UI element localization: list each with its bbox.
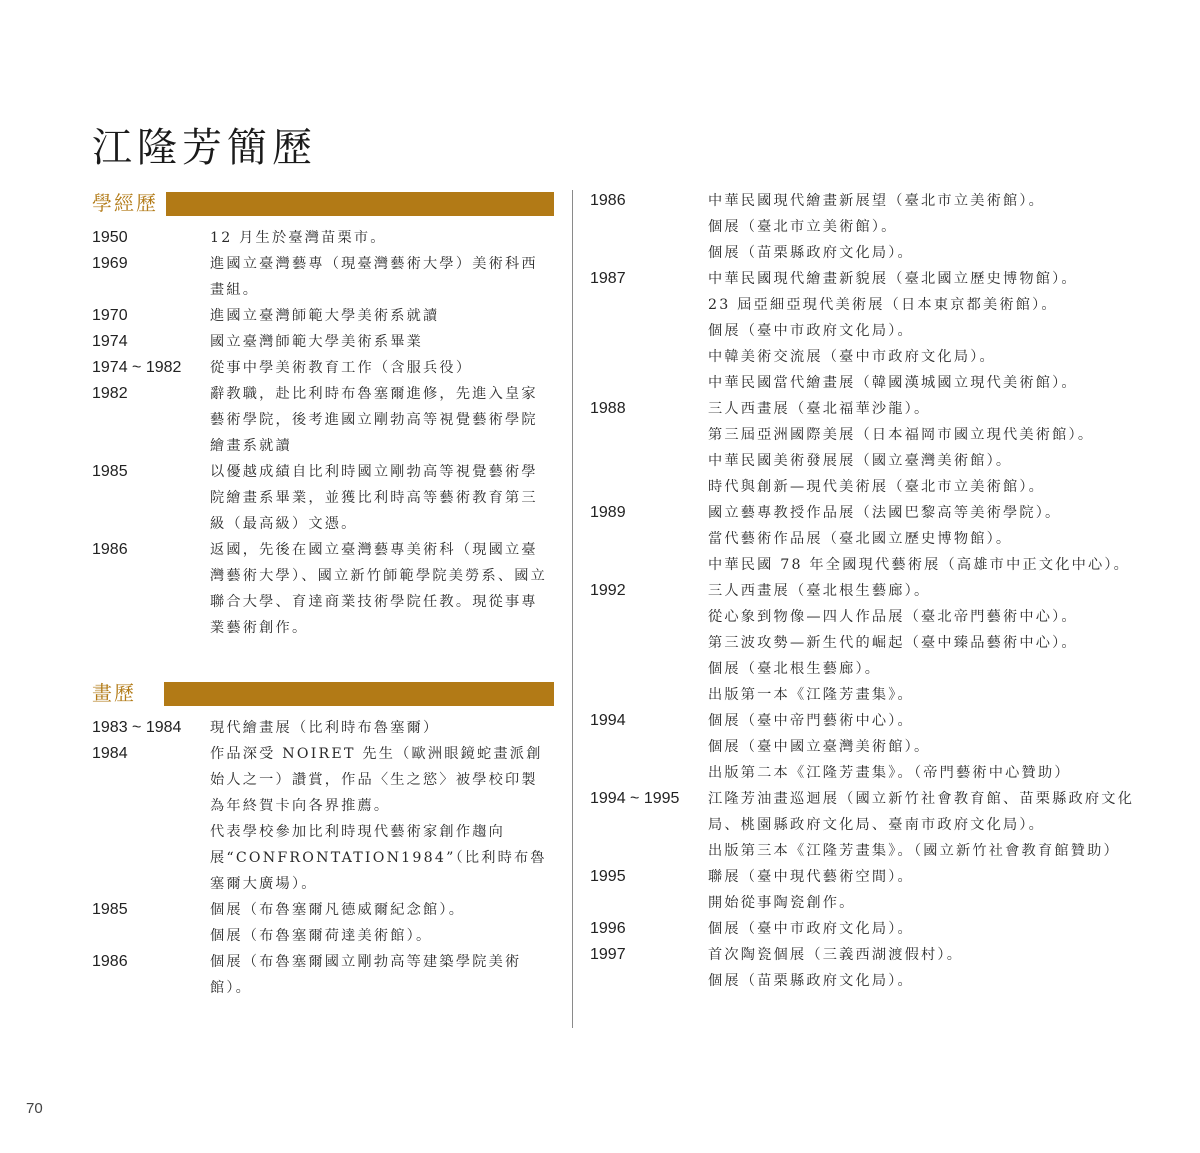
list-item (590, 864, 1158, 890)
list-item (92, 251, 554, 303)
entry-year (590, 370, 708, 396)
entry-year (92, 819, 210, 897)
entry-text: 出版第二本《江隆芳畫集》。（帝門藝術中心贊助） (708, 765, 1071, 781)
entry-text: 從心象到物像—四人作品展（臺北帝門藝術中心）。 (708, 609, 1078, 625)
entry-year (590, 214, 708, 240)
list-item (590, 292, 1158, 318)
entry-text: 中韓美術交流展（臺中市政府文化局）。 (708, 349, 996, 365)
painting-section-header (92, 682, 554, 706)
list-item (590, 604, 1158, 630)
list-item (590, 578, 1158, 604)
entry-year (590, 474, 708, 500)
entry-year: 1974 (92, 333, 128, 350)
list-item (92, 741, 554, 819)
entry-text: 個展（臺中市政府文化局）。 (708, 323, 914, 339)
entry-year: 1974 ~ 1982 (92, 359, 182, 376)
painting-section-label: 畫歷 (92, 681, 136, 705)
list-item (590, 760, 1158, 786)
entry-year: 1996 (590, 920, 626, 937)
entry-text: 個展（布魯塞爾國立剛勃高等建築學院美術館）。 (210, 954, 522, 996)
list-item (590, 968, 1158, 994)
entry-text: 國立臺灣師範大學美術系畢業 (210, 334, 424, 350)
entry-text: 出版第三本《江隆芳畫集》。（國立新竹社會教育館贊助） (708, 843, 1120, 859)
education-section-label: 學經歷 (92, 191, 158, 215)
entry-year: 1995 (590, 868, 626, 885)
entry-year (590, 838, 708, 864)
entry-text: 進國立臺灣師範大學美術系就讀 (210, 308, 440, 324)
list-item (590, 370, 1158, 396)
list-item (92, 537, 554, 641)
entry-text: 代表學校參加比利時現代藝術家創作趨向展“CONFRONTATION1984”（比利時布魯塞爾大廣場）。 (210, 824, 547, 892)
entry-text: 中華民國現代繪畫新展望（臺北市立美術館）。 (708, 193, 1046, 209)
list-item (590, 500, 1158, 526)
entry-text: 個展（苗栗縣政府文化局）。 (708, 245, 914, 261)
list-item (590, 656, 1158, 682)
entry-text: 時代與創新—現代美術展（臺北市立美術館）。 (708, 479, 1046, 495)
entry-text: 個展（苗栗縣政府文化局）。 (708, 973, 914, 989)
entry-year (590, 344, 708, 370)
entry-text: 從事中學美術教育工作（含服兵役） (210, 360, 473, 376)
entry-year: 1994 ~ 1995 (590, 790, 680, 807)
entry-year (590, 760, 708, 786)
page-number: 70 (26, 1100, 43, 1117)
entry-year: 1992 (590, 582, 626, 599)
entry-text: 返國，先後在國立臺灣藝專美術科（現國立臺灣藝術大學）、國立新竹師範學院美勞系、國立聯合大學、育達商業技術學院任教。現從事專業藝術創作。 (210, 542, 548, 636)
entry-text: 中華民國 78 年全國現代藝術展（高雄市中正文化中心）。 (708, 557, 1131, 573)
list-item (590, 630, 1158, 656)
entry-text: 中華民國現代繪畫新貌展（臺北國立歷史博物館）。 (708, 271, 1078, 287)
entry-text: 進國立臺灣藝專（現臺灣藝術大學）美術科西畫組。 (210, 256, 538, 298)
entry-year: 1985 (92, 901, 128, 918)
entry-text: 現代繪畫展（比利時布魯塞爾） (210, 720, 440, 736)
list-item (92, 303, 554, 329)
list-item (590, 890, 1158, 916)
entry-year: 1984 (92, 745, 128, 762)
education-section-header (92, 192, 554, 216)
list-item (92, 329, 554, 355)
list-item (92, 897, 554, 923)
list-item (590, 916, 1158, 942)
entry-text: 23 屆亞細亞現代美術展（日本東京都美術館）。 (708, 297, 1058, 313)
list-item (590, 838, 1158, 864)
list-item (590, 734, 1158, 760)
entry-year (590, 604, 708, 630)
list-item (590, 344, 1158, 370)
entry-text: 作品深受 NOIRET 先生（歐洲眼鏡蛇畫派創始人之一）讚賞，作品〈生之慾〉被學校印製為年終賀卡向各界推薦。 (210, 746, 543, 814)
education-list (92, 225, 554, 641)
entry-year (590, 448, 708, 474)
entry-text: 出版第一本《江隆芳畫集》。 (708, 687, 914, 703)
list-item (590, 266, 1158, 292)
education-section-bar (166, 192, 554, 216)
entry-year: 1985 (92, 463, 128, 480)
entry-text: 個展（布魯塞爾凡德威爾紀念館）。 (210, 902, 466, 918)
page-title: 江隆芳簡歷 (92, 125, 317, 171)
entry-year: 1969 (92, 255, 128, 272)
painting-section-bar (164, 682, 554, 706)
entry-text: 第三屆亞洲國際美展（日本福岡市國立現代美術館）。 (708, 427, 1095, 443)
entry-year (590, 318, 708, 344)
entry-year (590, 552, 708, 578)
list-item (590, 526, 1158, 552)
entry-year: 1983 ~ 1984 (92, 719, 182, 736)
entry-year: 1982 (92, 385, 128, 402)
entry-year: 1970 (92, 307, 128, 324)
entry-text: 國立藝專教授作品展（法國巴黎高等美術學院）。 (708, 505, 1062, 521)
entry-text: 以優越成績自比利時國立剛勃高等視覺藝術學院繪畫系畢業，並獲比利時高等藝術教育第三級（最高級）文憑。 (210, 464, 538, 532)
painting-list (92, 715, 554, 1001)
entry-text: 辭教職，赴比利時布魯塞爾進修，先進入皇家藝術學院，後考進國立剛勃高等視覺藝術學院繪畫系就讀 (210, 386, 538, 454)
list-item (92, 355, 554, 381)
list-item (590, 942, 1158, 968)
list-item (92, 715, 554, 741)
entry-year (590, 422, 708, 448)
entry-year (590, 240, 708, 266)
list-item (590, 422, 1158, 448)
entry-text: 個展（臺中國立臺灣美術館）。 (708, 739, 931, 755)
list-item (92, 819, 554, 897)
list-item (92, 923, 554, 949)
list-item (92, 225, 554, 251)
list-item (590, 552, 1158, 578)
entry-year (590, 682, 708, 708)
column-divider (572, 190, 573, 1028)
entry-year: 1997 (590, 946, 626, 963)
entry-text: 首次陶瓷個展（三義西湖渡假村）。 (708, 947, 964, 963)
entry-text: 當代藝術作品展（臺北國立歷史博物館）。 (708, 531, 1013, 547)
entry-year: 1986 (92, 541, 128, 558)
list-item (590, 240, 1158, 266)
entry-year: 1986 (92, 953, 128, 970)
list-item (92, 381, 554, 459)
entry-year: 1987 (590, 270, 626, 287)
entry-text: 聯展（臺中現代藝術空間）。 (708, 869, 914, 885)
entry-year (590, 890, 708, 916)
list-item (590, 396, 1158, 422)
list-item (590, 786, 1158, 838)
entry-year (590, 630, 708, 656)
entry-text: 江隆芳油畫巡迴展（國立新竹社會教育館、苗栗縣政府文化局、桃園縣政府文化局、臺南市政府文化局）。 (708, 791, 1135, 833)
exhibition-list (590, 188, 1158, 994)
entry-text: 個展（臺中帝門藝術中心）。 (708, 713, 914, 729)
entry-text: 個展（臺中市政府文化局）。 (708, 921, 914, 937)
list-item (590, 474, 1158, 500)
entry-text: 第三波攻勢—新生代的崛起（臺中臻品藝術中心）。 (708, 635, 1078, 651)
entry-text: 中華民國當代繪畫展（韓國漢城國立現代美術館）。 (708, 375, 1078, 391)
list-item (590, 448, 1158, 474)
list-item (92, 949, 554, 1001)
entry-text: 三人西畫展（臺北根生藝廊）。 (708, 583, 931, 599)
entry-year (590, 292, 708, 318)
entry-year: 1994 (590, 712, 626, 729)
entry-text: 個展（臺北市立美術館）。 (708, 219, 898, 235)
entry-text: 12 月生於臺灣苗栗市。 (210, 230, 387, 246)
entry-year (590, 526, 708, 552)
entry-year: 1988 (590, 400, 626, 417)
entry-year (590, 734, 708, 760)
entry-text: 個展（臺北根生藝廊）。 (708, 661, 882, 677)
list-item (590, 188, 1158, 214)
list-item (92, 459, 554, 537)
entry-year (590, 656, 708, 682)
entry-text: 開始從事陶瓷創作。 (708, 895, 856, 911)
list-item (590, 682, 1158, 708)
list-item (590, 708, 1158, 734)
entry-year: 1989 (590, 504, 626, 521)
entry-text: 三人西畫展（臺北福華沙龍）。 (708, 401, 931, 417)
entry-year: 1950 (92, 229, 128, 246)
entry-year (92, 923, 210, 949)
entry-year: 1986 (590, 192, 626, 209)
entry-text: 中華民國美術發展展（國立臺灣美術館）。 (708, 453, 1013, 469)
entry-year (590, 968, 708, 994)
list-item (590, 214, 1158, 240)
entry-text: 個展（布魯塞爾荷達美術館）。 (210, 928, 433, 944)
list-item (590, 318, 1158, 344)
